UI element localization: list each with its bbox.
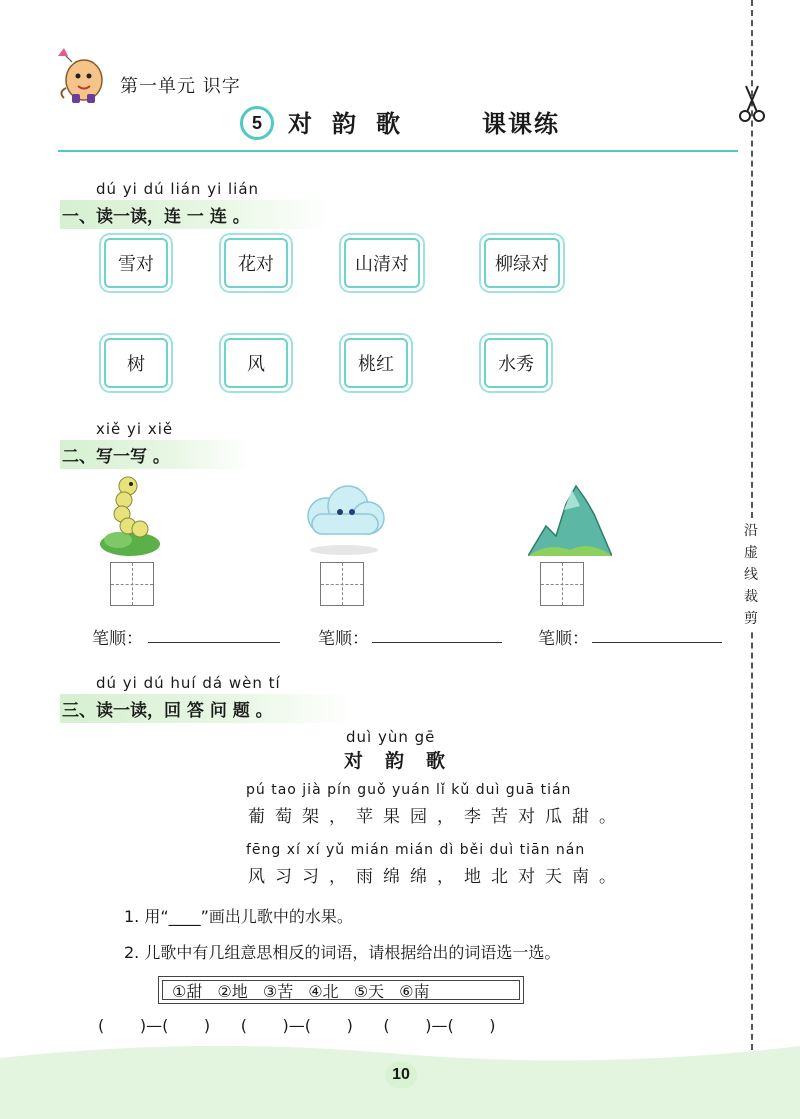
lesson-number-badge: 5 <box>240 106 274 140</box>
writing-grid-box[interactable] <box>110 562 154 606</box>
mountain-picture <box>528 480 612 556</box>
section1-pinyin: dú yi dú lián yi lián <box>96 180 260 198</box>
section3-heading: 三、读一读，回 答 问 题 。 <box>60 694 353 723</box>
cut-char: 线 <box>744 567 758 583</box>
unit-label: 第一单元 识字 <box>120 76 241 97</box>
word-card-top[interactable]: 柳绿对 <box>484 238 560 288</box>
cut-char: 虚 <box>744 545 758 561</box>
section3-pinyin: dú yi dú huí dá wèn tí <box>96 674 281 692</box>
stroke-order-label: 笔顺： <box>538 629 589 649</box>
word-card-top[interactable]: 雪对 <box>104 238 168 288</box>
question-1: 1. 用“____”画出儿歌中的水果。 <box>124 907 353 926</box>
mascot-illustration <box>54 48 112 106</box>
answer-options: ①甜 ②地 ③苦 ④北 ⑤天 ⑥南 <box>172 982 430 1001</box>
stroke-order-label: 笔顺： <box>318 629 369 649</box>
word-card-bottom[interactable]: 风 <box>224 338 288 388</box>
stroke-order-blank[interactable] <box>148 642 280 643</box>
word-card-top[interactable]: 花对 <box>224 238 288 288</box>
poem-line1-pinyin: pú tao jià pín guǒ yuán lǐ kǔ duì guā tián <box>246 782 572 798</box>
practice-label: 课课练 <box>482 109 560 138</box>
section2-heading: 二、写一写 。 <box>60 440 250 469</box>
poem-title: 对韵歌 <box>344 750 468 772</box>
cut-instruction <box>738 520 764 630</box>
section1-heading: 一、读一读，连 一 连 。 <box>60 200 330 229</box>
poem-line2: 风习习，雨绵绵，地北对天南。 <box>248 867 626 887</box>
writing-grid-box[interactable] <box>320 562 364 606</box>
poem-line2-pinyin: fēng xí xí yǔ mián mián dì běi duì tiān nán <box>246 842 586 858</box>
cut-char: 裁 <box>744 589 758 605</box>
lesson-title: 对韵歌 <box>288 109 420 138</box>
stroke-order-label: 笔顺： <box>92 629 143 649</box>
page-number: 10 <box>385 1062 417 1088</box>
header-divider <box>58 150 738 152</box>
section2-pinyin: xiě yi xiě <box>96 420 174 438</box>
writing-grid-box[interactable] <box>540 562 584 606</box>
cut-char: 沿 <box>744 523 758 539</box>
poem-title-pinyin: duì yùn gē <box>346 728 436 746</box>
answer-pairs[interactable]: ( )—( ) ( )—( ) ( )—( ) <box>98 1016 496 1035</box>
scissors-icon <box>738 84 766 124</box>
word-card-top[interactable]: 山清对 <box>344 238 420 288</box>
caterpillar-picture <box>98 474 162 558</box>
cut-char: 剪 <box>744 611 758 627</box>
word-card-bottom[interactable]: 水秀 <box>484 338 548 388</box>
question-2: 2. 儿歌中有几组意思相反的词语，请根据给出的词语选一选。 <box>124 943 561 962</box>
word-card-bottom[interactable]: 树 <box>104 338 168 388</box>
cloud-picture <box>298 480 390 556</box>
stroke-order-blank[interactable] <box>592 642 722 643</box>
stroke-order-blank[interactable] <box>372 642 502 643</box>
word-card-bottom[interactable]: 桃红 <box>344 338 408 388</box>
poem-line1: 葡萄架，苹果园，李苦对瓜甜。 <box>248 807 626 827</box>
